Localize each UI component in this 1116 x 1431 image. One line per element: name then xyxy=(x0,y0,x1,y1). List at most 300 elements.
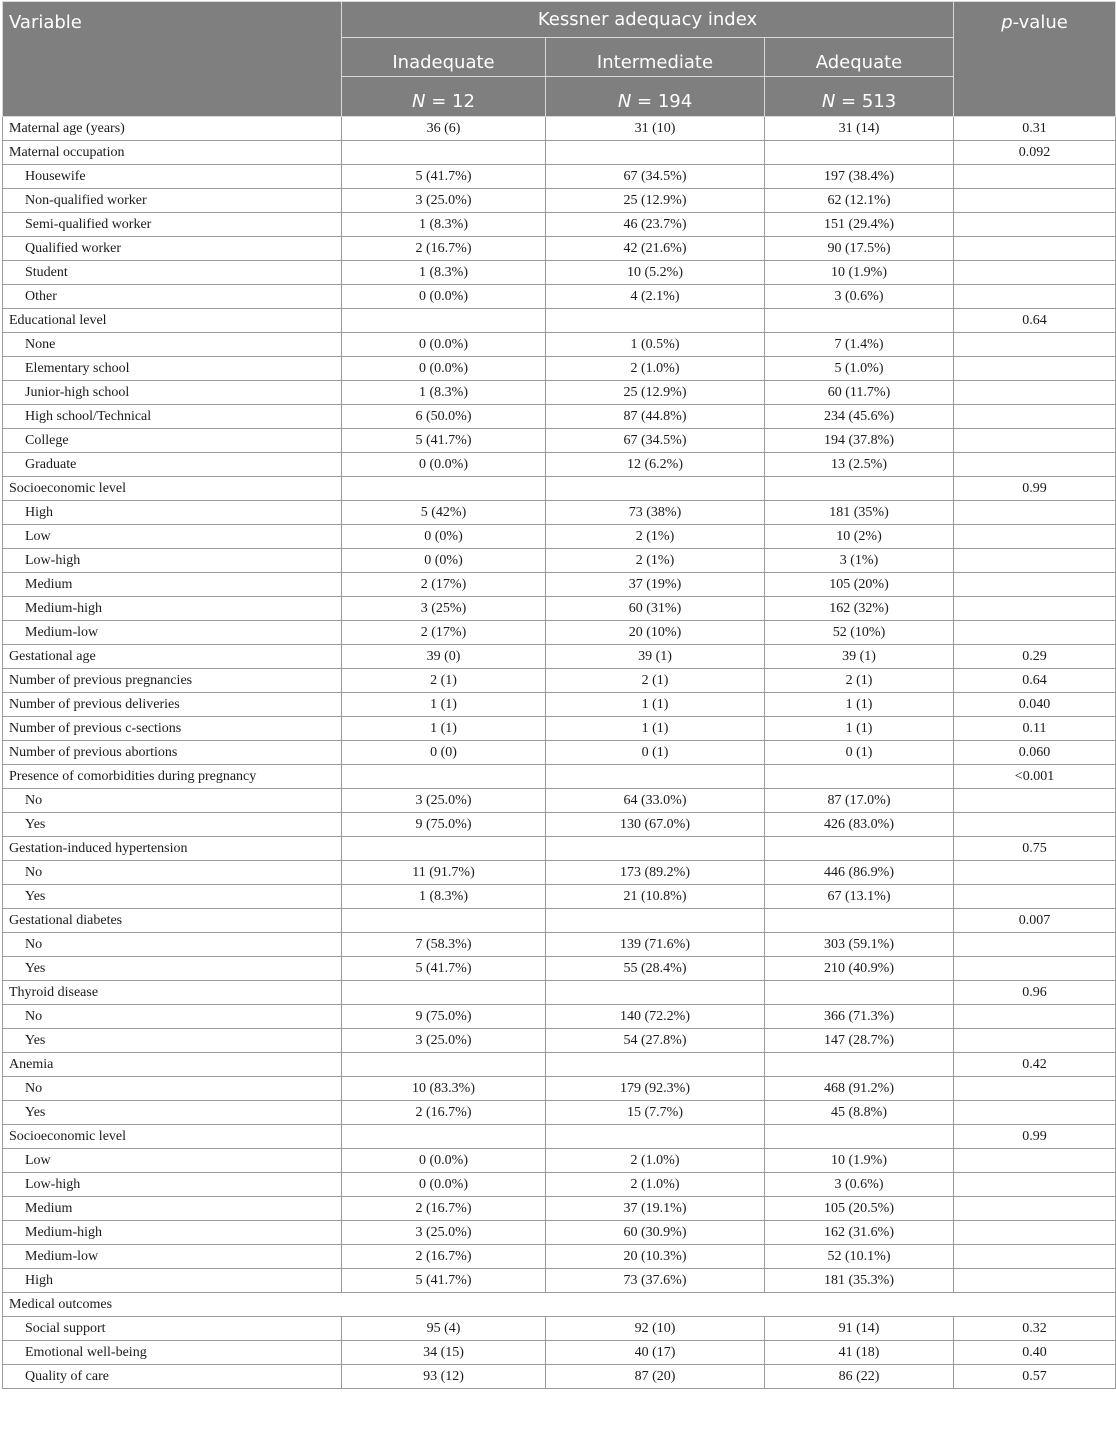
inadequate-value: 7 (58.3%) xyxy=(342,933,546,957)
adequate-value: 3 (0.6%) xyxy=(765,285,954,309)
category-label: Yes xyxy=(3,957,342,981)
category-label: Non-qualified worker xyxy=(3,189,342,213)
inadequate-value: 1 (8.3%) xyxy=(342,381,546,405)
intermediate-value: 73 (37.6%) xyxy=(546,1269,765,1293)
inadequate-value: 0 (0%) xyxy=(342,549,546,573)
intermediate-value xyxy=(546,981,765,1005)
n-value: = 12 xyxy=(431,91,475,112)
intermediate-value xyxy=(546,309,765,333)
category-label: Medium-high xyxy=(3,1221,342,1245)
p-value-cell: <0.001 xyxy=(954,765,1116,789)
p-value-cell xyxy=(954,549,1116,573)
inadequate-value: 34 (15) xyxy=(342,1341,546,1365)
inadequate-value: 1 (1) xyxy=(342,717,546,741)
adequate-value: 10 (1.9%) xyxy=(765,261,954,285)
intermediate-value: 87 (20) xyxy=(546,1365,765,1389)
intermediate-value xyxy=(546,477,765,501)
table-row xyxy=(3,333,1116,357)
kessner-adequacy-table xyxy=(2,1,1116,1389)
table-row xyxy=(3,1293,1116,1317)
inadequate-value: 5 (41.7%) xyxy=(342,429,546,453)
header-n-inadequate xyxy=(342,77,546,117)
p-value-cell: 0.11 xyxy=(954,717,1116,741)
variable-label: Gestational diabetes xyxy=(3,909,342,933)
inadequate-value xyxy=(342,1125,546,1149)
p-value-cell xyxy=(954,597,1116,621)
inadequate-value xyxy=(342,477,546,501)
inadequate-value: 5 (42%) xyxy=(342,501,546,525)
intermediate-value: 2 (1) xyxy=(546,669,765,693)
adequate-value: 162 (32%) xyxy=(765,597,954,621)
adequate-value: 31 (14) xyxy=(765,117,954,141)
category-label: Yes xyxy=(3,885,342,909)
table-row xyxy=(3,1125,1116,1149)
intermediate-value: 1 (1) xyxy=(546,717,765,741)
intermediate-value: 42 (21.6%) xyxy=(546,237,765,261)
p-value-cell xyxy=(954,1101,1116,1125)
p-value-cell xyxy=(954,213,1116,237)
adequate-value: 3 (1%) xyxy=(765,549,954,573)
p-suffix: -value xyxy=(1012,12,1068,33)
table-row xyxy=(3,717,1116,741)
inadequate-value: 3 (25.0%) xyxy=(342,189,546,213)
inadequate-value: 0 (0.0%) xyxy=(342,333,546,357)
variable-label: Gestation-induced hypertension xyxy=(3,837,342,861)
table-row xyxy=(3,285,1116,309)
p-value-cell: 0.29 xyxy=(954,645,1116,669)
p-value-cell: 0.64 xyxy=(954,669,1116,693)
table-row xyxy=(3,813,1116,837)
table-row xyxy=(3,621,1116,645)
intermediate-value: 25 (12.9%) xyxy=(546,381,765,405)
table-body xyxy=(3,117,1116,1389)
header-variable: Variable xyxy=(3,2,342,117)
intermediate-value: 73 (38%) xyxy=(546,501,765,525)
p-value-cell xyxy=(954,861,1116,885)
table-row xyxy=(3,1317,1116,1341)
table-row xyxy=(3,1365,1116,1389)
table-row xyxy=(3,213,1116,237)
inadequate-value: 5 (41.7%) xyxy=(342,165,546,189)
inadequate-value: 9 (75.0%) xyxy=(342,1005,546,1029)
inadequate-value: 5 (41.7%) xyxy=(342,957,546,981)
p-value-cell xyxy=(954,501,1116,525)
adequate-value: 41 (18) xyxy=(765,1341,954,1365)
inadequate-value: 1 (8.3%) xyxy=(342,885,546,909)
inadequate-value xyxy=(342,909,546,933)
p-value-cell: 0.42 xyxy=(954,1053,1116,1077)
intermediate-value: 0 (1) xyxy=(546,741,765,765)
p-value-cell xyxy=(954,453,1116,477)
table-header xyxy=(3,2,1116,117)
p-value-cell xyxy=(954,1245,1116,1269)
table-row xyxy=(3,1005,1116,1029)
intermediate-value: 173 (89.2%) xyxy=(546,861,765,885)
table-row xyxy=(3,741,1116,765)
p-value-cell xyxy=(954,1221,1116,1245)
n-value: = 513 xyxy=(841,91,897,112)
header-kessner-group: Kessner adequacy index xyxy=(342,2,954,38)
variable-label: Gestational age xyxy=(3,645,342,669)
category-label: Medium xyxy=(3,1197,342,1221)
section-label: Medical outcomes xyxy=(3,1293,1116,1317)
category-label: Low xyxy=(3,525,342,549)
variable-label: Number of previous deliveries xyxy=(3,693,342,717)
category-label: No xyxy=(3,789,342,813)
intermediate-value: 60 (31%) xyxy=(546,597,765,621)
table-row xyxy=(3,1029,1116,1053)
p-value-cell xyxy=(954,789,1116,813)
n-symbol: N xyxy=(821,91,836,112)
inadequate-value: 36 (6) xyxy=(342,117,546,141)
p-value-cell: 0.092 xyxy=(954,141,1116,165)
intermediate-value: 2 (1.0%) xyxy=(546,1149,765,1173)
p-value-cell xyxy=(954,1005,1116,1029)
adequate-value: 52 (10.1%) xyxy=(765,1245,954,1269)
adequate-value: 60 (11.7%) xyxy=(765,381,954,405)
intermediate-value xyxy=(546,909,765,933)
intermediate-value: 20 (10%) xyxy=(546,621,765,645)
category-label: Yes xyxy=(3,1101,342,1125)
table-row xyxy=(3,477,1116,501)
p-value-cell xyxy=(954,1269,1116,1293)
p-value-cell xyxy=(954,381,1116,405)
adequate-value: 162 (31.6%) xyxy=(765,1221,954,1245)
table-row xyxy=(3,405,1116,429)
p-value-cell xyxy=(954,573,1116,597)
category-label: Medium-low xyxy=(3,621,342,645)
table-row xyxy=(3,1341,1116,1365)
p-value-cell xyxy=(954,357,1116,381)
inadequate-value: 5 (41.7%) xyxy=(342,1269,546,1293)
n-symbol: N xyxy=(412,91,426,112)
intermediate-value: 55 (28.4%) xyxy=(546,957,765,981)
p-value-cell xyxy=(954,1077,1116,1101)
category-label: None xyxy=(3,333,342,357)
intermediate-value: 21 (10.8%) xyxy=(546,885,765,909)
table-row xyxy=(3,765,1116,789)
header-adequate: Adequate xyxy=(765,38,954,77)
intermediate-value: 25 (12.9%) xyxy=(546,189,765,213)
table-row xyxy=(3,573,1116,597)
header-inadequate: Inadequate xyxy=(342,38,546,77)
table-row xyxy=(3,1077,1116,1101)
intermediate-value: 67 (34.5%) xyxy=(546,429,765,453)
category-label: Low-high xyxy=(3,549,342,573)
inadequate-value xyxy=(342,141,546,165)
table-row xyxy=(3,669,1116,693)
table-row xyxy=(3,645,1116,669)
category-label: Low xyxy=(3,1149,342,1173)
inadequate-value: 39 (0) xyxy=(342,645,546,669)
category-label: Other xyxy=(3,285,342,309)
adequate-value: 181 (35.3%) xyxy=(765,1269,954,1293)
intermediate-value: 46 (23.7%) xyxy=(546,213,765,237)
intermediate-value: 37 (19%) xyxy=(546,573,765,597)
adequate-value: 7 (1.4%) xyxy=(765,333,954,357)
table-row xyxy=(3,1149,1116,1173)
adequate-value: 105 (20.5%) xyxy=(765,1197,954,1221)
category-label: Student xyxy=(3,261,342,285)
table-row xyxy=(3,1221,1116,1245)
inadequate-value: 11 (91.7%) xyxy=(342,861,546,885)
table-row xyxy=(3,885,1116,909)
intermediate-value: 87 (44.8%) xyxy=(546,405,765,429)
adequate-value: 1 (1) xyxy=(765,717,954,741)
intermediate-value: 20 (10.3%) xyxy=(546,1245,765,1269)
category-label: Low-high xyxy=(3,1173,342,1197)
inadequate-value: 10 (83.3%) xyxy=(342,1077,546,1101)
adequate-value: 181 (35%) xyxy=(765,501,954,525)
intermediate-value: 54 (27.8%) xyxy=(546,1029,765,1053)
intermediate-value: 40 (17) xyxy=(546,1341,765,1365)
variable-label: Number of previous abortions xyxy=(3,741,342,765)
adequate-value: 10 (2%) xyxy=(765,525,954,549)
variable-label: Anemia xyxy=(3,1053,342,1077)
p-value-cell xyxy=(954,405,1116,429)
adequate-value: 2 (1) xyxy=(765,669,954,693)
n-symbol: N xyxy=(617,91,632,112)
intermediate-value: 31 (10) xyxy=(546,117,765,141)
p-value-cell: 0.96 xyxy=(954,981,1116,1005)
variable-label: Socioeconomic level xyxy=(3,1125,342,1149)
intermediate-value: 139 (71.6%) xyxy=(546,933,765,957)
category-label: Graduate xyxy=(3,453,342,477)
adequate-value xyxy=(765,837,954,861)
table-row xyxy=(3,1197,1116,1221)
inadequate-value: 0 (0.0%) xyxy=(342,357,546,381)
intermediate-value xyxy=(546,837,765,861)
adequate-value: 13 (2.5%) xyxy=(765,453,954,477)
p-value-cell xyxy=(954,1149,1116,1173)
p-value-cell: 0.57 xyxy=(954,1365,1116,1389)
variable-label: Educational level xyxy=(3,309,342,333)
adequate-value: 39 (1) xyxy=(765,645,954,669)
category-label: High school/Technical xyxy=(3,405,342,429)
table-row xyxy=(3,981,1116,1005)
table-row xyxy=(3,357,1116,381)
inadequate-value: 0 (0) xyxy=(342,741,546,765)
p-value-cell: 0.64 xyxy=(954,309,1116,333)
table-row xyxy=(3,861,1116,885)
inadequate-value xyxy=(342,765,546,789)
table-row xyxy=(3,1173,1116,1197)
intermediate-value: 15 (7.7%) xyxy=(546,1101,765,1125)
p-italic: p xyxy=(1001,12,1013,33)
category-label: Yes xyxy=(3,1029,342,1053)
intermediate-value: 130 (67.0%) xyxy=(546,813,765,837)
intermediate-value xyxy=(546,765,765,789)
table-row xyxy=(3,549,1116,573)
adequate-value: 91 (14) xyxy=(765,1317,954,1341)
inadequate-value: 1 (8.3%) xyxy=(342,261,546,285)
p-value-cell: 0.99 xyxy=(954,1125,1116,1149)
inadequate-value: 3 (25.0%) xyxy=(342,1221,546,1245)
table-row xyxy=(3,1245,1116,1269)
adequate-value: 105 (20%) xyxy=(765,573,954,597)
category-label: Quality of care xyxy=(3,1365,342,1389)
p-value-cell: 0.060 xyxy=(954,741,1116,765)
intermediate-value: 4 (2.1%) xyxy=(546,285,765,309)
variable-label: Presence of comorbidities during pregnancy xyxy=(3,765,342,789)
adequate-value xyxy=(765,1125,954,1149)
intermediate-value: 60 (30.9%) xyxy=(546,1221,765,1245)
intermediate-value: 64 (33.0%) xyxy=(546,789,765,813)
inadequate-value: 2 (16.7%) xyxy=(342,1197,546,1221)
variable-label: Maternal age (years) xyxy=(3,117,342,141)
inadequate-value: 0 (0.0%) xyxy=(342,1173,546,1197)
inadequate-value xyxy=(342,981,546,1005)
intermediate-value: 179 (92.3%) xyxy=(546,1077,765,1101)
adequate-value: 90 (17.5%) xyxy=(765,237,954,261)
table-row xyxy=(3,1101,1116,1125)
adequate-value: 234 (45.6%) xyxy=(765,405,954,429)
table-row xyxy=(3,597,1116,621)
inadequate-value: 2 (17%) xyxy=(342,621,546,645)
adequate-value: 10 (1.9%) xyxy=(765,1149,954,1173)
adequate-value: 3 (0.6%) xyxy=(765,1173,954,1197)
p-value-cell: 0.99 xyxy=(954,477,1116,501)
inadequate-value: 6 (50.0%) xyxy=(342,405,546,429)
category-label: No xyxy=(3,861,342,885)
adequate-value: 86 (22) xyxy=(765,1365,954,1389)
variable-label: Socioeconomic level xyxy=(3,477,342,501)
table-row xyxy=(3,309,1116,333)
intermediate-value: 140 (72.2%) xyxy=(546,1005,765,1029)
table-row xyxy=(3,957,1116,981)
p-value-cell xyxy=(954,429,1116,453)
adequate-value xyxy=(765,765,954,789)
category-label: No xyxy=(3,1077,342,1101)
p-value-cell xyxy=(954,333,1116,357)
intermediate-value: 92 (10) xyxy=(546,1317,765,1341)
adequate-value: 210 (40.9%) xyxy=(765,957,954,981)
intermediate-value: 39 (1) xyxy=(546,645,765,669)
table-row xyxy=(3,837,1116,861)
p-value-cell: 0.40 xyxy=(954,1341,1116,1365)
p-value-cell xyxy=(954,525,1116,549)
table-row xyxy=(3,453,1116,477)
category-label: Housewife xyxy=(3,165,342,189)
inadequate-value: 2 (16.7%) xyxy=(342,1101,546,1125)
category-label: Elementary school xyxy=(3,357,342,381)
header-intermediate: Intermediate xyxy=(546,38,765,77)
variable-label: Thyroid disease xyxy=(3,981,342,1005)
inadequate-value: 0 (0%) xyxy=(342,525,546,549)
adequate-value: 0 (1) xyxy=(765,741,954,765)
adequate-value: 45 (8.8%) xyxy=(765,1101,954,1125)
intermediate-value: 2 (1.0%) xyxy=(546,1173,765,1197)
intermediate-value: 67 (34.5%) xyxy=(546,165,765,189)
inadequate-value: 3 (25%) xyxy=(342,597,546,621)
inadequate-value: 9 (75.0%) xyxy=(342,813,546,837)
table-row xyxy=(3,141,1116,165)
p-value-cell: 0.32 xyxy=(954,1317,1116,1341)
inadequate-value: 2 (16.7%) xyxy=(342,1245,546,1269)
category-label: High xyxy=(3,1269,342,1293)
category-label: Emotional well-being xyxy=(3,1341,342,1365)
intermediate-value: 2 (1.0%) xyxy=(546,357,765,381)
intermediate-value: 2 (1%) xyxy=(546,525,765,549)
table-row xyxy=(3,1269,1116,1293)
adequate-value xyxy=(765,477,954,501)
inadequate-value xyxy=(342,309,546,333)
adequate-value: 147 (28.7%) xyxy=(765,1029,954,1053)
p-value-cell xyxy=(954,1197,1116,1221)
table-row xyxy=(3,933,1116,957)
inadequate-value: 3 (25.0%) xyxy=(342,789,546,813)
inadequate-value: 2 (1) xyxy=(342,669,546,693)
adequate-value: 303 (59.1%) xyxy=(765,933,954,957)
intermediate-value: 10 (5.2%) xyxy=(546,261,765,285)
category-label: Yes xyxy=(3,813,342,837)
table-row xyxy=(3,117,1116,141)
intermediate-value: 1 (0.5%) xyxy=(546,333,765,357)
p-value-cell xyxy=(954,621,1116,645)
adequate-value: 52 (10%) xyxy=(765,621,954,645)
p-value-cell xyxy=(954,285,1116,309)
inadequate-value: 95 (4) xyxy=(342,1317,546,1341)
adequate-value: 468 (91.2%) xyxy=(765,1077,954,1101)
category-label: College xyxy=(3,429,342,453)
table-row xyxy=(3,1053,1116,1077)
intermediate-value: 12 (6.2%) xyxy=(546,453,765,477)
inadequate-value: 1 (1) xyxy=(342,693,546,717)
p-value-cell xyxy=(954,957,1116,981)
adequate-value: 151 (29.4%) xyxy=(765,213,954,237)
intermediate-value xyxy=(546,141,765,165)
adequate-value xyxy=(765,309,954,333)
p-value-cell xyxy=(954,885,1116,909)
adequate-value: 87 (17.0%) xyxy=(765,789,954,813)
table-row xyxy=(3,501,1116,525)
header-p-value xyxy=(954,2,1116,117)
p-value-cell xyxy=(954,261,1116,285)
table-row xyxy=(3,381,1116,405)
category-label: High xyxy=(3,501,342,525)
category-label: Qualified worker xyxy=(3,237,342,261)
category-label: Junior-high school xyxy=(3,381,342,405)
p-value-cell xyxy=(954,933,1116,957)
inadequate-value: 0 (0.0%) xyxy=(342,1149,546,1173)
p-value-cell xyxy=(954,813,1116,837)
intermediate-value: 37 (19.1%) xyxy=(546,1197,765,1221)
table-row xyxy=(3,429,1116,453)
intermediate-value xyxy=(546,1125,765,1149)
p-value-cell: 0.007 xyxy=(954,909,1116,933)
category-label: Medium xyxy=(3,573,342,597)
adequate-value: 62 (12.1%) xyxy=(765,189,954,213)
p-value-cell: 0.040 xyxy=(954,693,1116,717)
category-label: No xyxy=(3,1005,342,1029)
adequate-value xyxy=(765,141,954,165)
adequate-value xyxy=(765,909,954,933)
adequate-value: 197 (38.4%) xyxy=(765,165,954,189)
variable-label: Maternal occupation xyxy=(3,141,342,165)
inadequate-value: 0 (0.0%) xyxy=(342,285,546,309)
p-value-cell xyxy=(954,165,1116,189)
inadequate-value xyxy=(342,1053,546,1077)
adequate-value xyxy=(765,1053,954,1077)
adequate-value: 5 (1.0%) xyxy=(765,357,954,381)
variable-label: Number of previous c-sections xyxy=(3,717,342,741)
inadequate-value: 93 (12) xyxy=(342,1365,546,1389)
adequate-value: 67 (13.1%) xyxy=(765,885,954,909)
p-value-cell: 0.31 xyxy=(954,117,1116,141)
adequate-value: 194 (37.8%) xyxy=(765,429,954,453)
variable-label: Number of previous pregnancies xyxy=(3,669,342,693)
adequate-value: 1 (1) xyxy=(765,693,954,717)
